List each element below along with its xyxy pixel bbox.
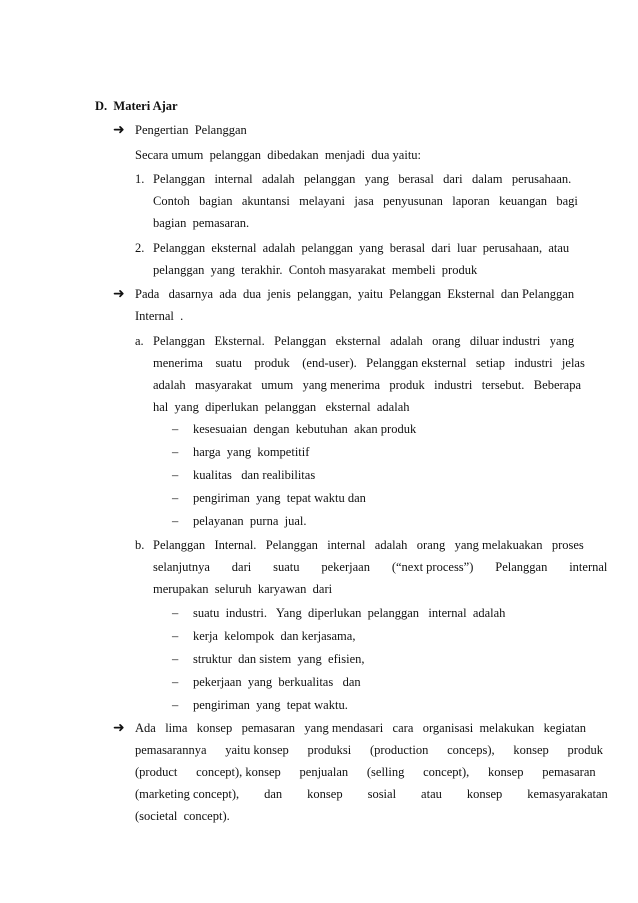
dash-bullet: – [172,422,179,436]
paragraph-line: Pada dasarnya ada dua jenis pelanggan, yaitu Pelanggan Eksternal dan Pelanggan [135,287,575,301]
dash-bullet: – [172,468,179,482]
dash-bullet: – [172,698,179,712]
list-item: harga yang kompetitif [193,445,310,459]
arrow-bullet-icon: ➜ [113,720,125,736]
dash-bullet: – [172,606,179,620]
list-item: pengiriman yang tepat waktu dan [193,491,366,505]
paragraph-line: Pelanggan Eksternal. Pelanggan eksternal adalah orang diluar industri yang [153,334,575,348]
dash-bullet: – [172,445,179,459]
paragraph-line: selanjutnya dari suatu pekerjaan (“next process”) Pelanggan internal [153,560,608,574]
list-item: pengiriman yang tepat waktu. [193,698,348,712]
list-item: pekerjaan yang berkualitas dan [193,675,361,689]
paragraph-line: merupakan seluruh karyawan dari [153,582,333,596]
paragraph-line: Ada lima konsep pemasaran yang mendasari cara organisasi melakukan kegiatan [135,721,587,735]
list-item: struktur dan sistem yang efisien, [193,652,365,666]
paragraph-line: (marketing concept), dan konsep sosial atau konsep kemasyarakatan [135,787,608,801]
section-heading: D. Materi Ajar [95,99,178,113]
paragraph-line: menerima suatu produk (end-user). Pelanggan eksternal setiap industri jelas [153,356,585,370]
section-title: Pengertian Pelanggan [135,123,247,137]
dash-bullet: – [172,514,179,528]
paragraph-line: Pelanggan eksternal adalah pelanggan yang berasal dari luar perusahaan, atau [153,241,570,255]
list-marker: a. [135,334,144,348]
dash-bullet: – [172,675,179,689]
paragraph-line: adalah masyarakat umum yang menerima produk industri tersebut. Beberapa [153,378,581,392]
paragraph-line: bagian pemasaran. [153,216,250,230]
section-intro: Secara umum pelanggan dibedakan menjadi dua yaitu: [135,148,422,162]
dash-bullet: – [172,629,179,643]
paragraph-line: Pelanggan internal adalah pelanggan yang berasal dari dalam perusahaan. [153,172,572,186]
paragraph-line: pemasarannya yaitu konsep produksi (production conceps), konsep produk [135,743,603,757]
paragraph-line: Contoh bagian akuntansi melayani jasa penyusunan laporan keuangan bagi [153,194,578,208]
list-item: pelayanan purna jual. [193,514,307,528]
list-marker: 2. [135,241,145,255]
dash-bullet: – [172,491,179,505]
list-item: kesesuaian dengan kebutuhan akan produk [193,422,417,436]
list-item: suatu industri. Yang diperlukan pelanggan internal adalah [193,606,506,620]
paragraph-line: (societal concept). [135,809,230,823]
arrow-bullet-icon: ➜ [113,286,125,302]
list-marker: b. [135,538,145,552]
paragraph-line: hal yang diperlukan pelanggan eksternal adalah [153,400,410,414]
paragraph-line: Internal . [135,309,184,323]
dash-bullet: – [172,652,179,666]
paragraph-line: Pelanggan Internal. Pelanggan internal adalah orang yang melakuakan proses [153,538,584,552]
list-item: kualitas dan realibilitas [193,468,316,482]
paragraph-line: pelanggan yang terakhir. Contoh masyarakat membeli produk [153,263,478,277]
list-marker: 1. [135,172,145,186]
arrow-bullet-icon: ➜ [113,122,125,138]
paragraph-line: (product concept), konsep penjualan (selling concept), konsep pemasaran [135,765,596,779]
list-item: kerja kelompok dan kerjasama, [193,629,356,643]
